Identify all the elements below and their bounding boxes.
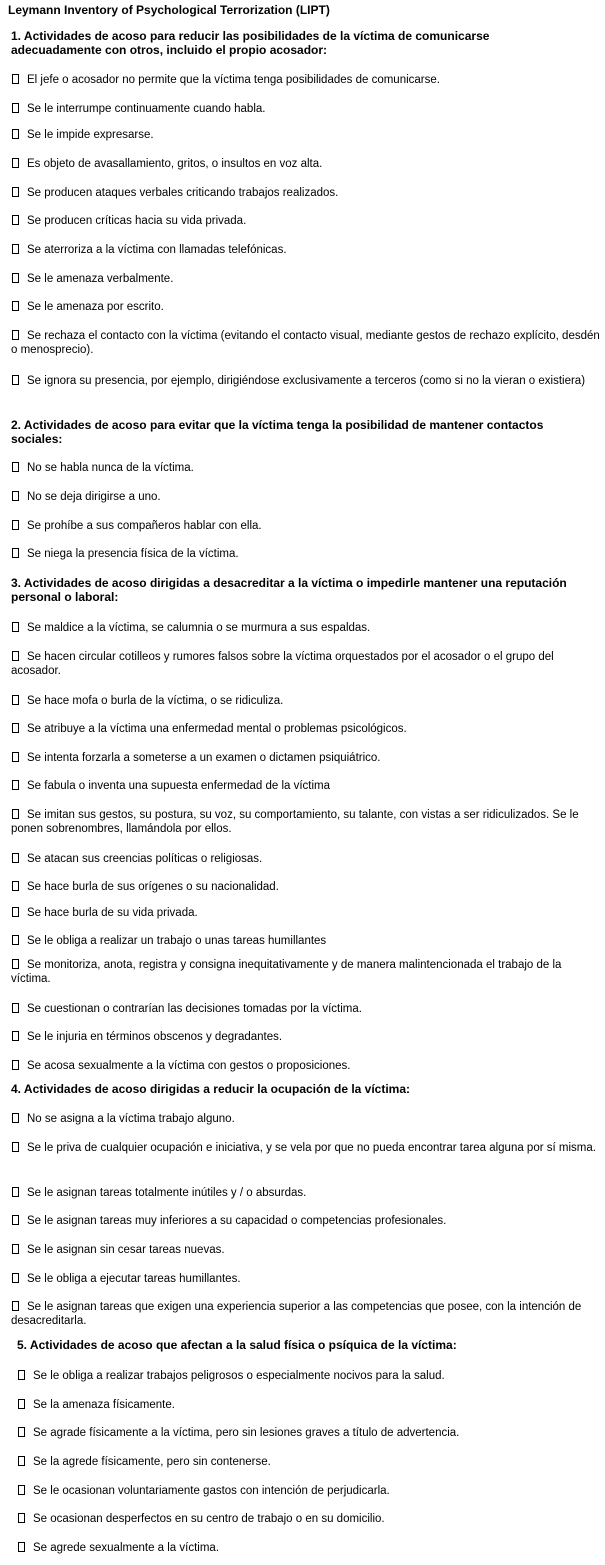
checkbox-glyph-icon <box>12 622 19 632</box>
section-heading: 4. Actividades de acoso dirigidas a reducir la ocupación de la víctima: <box>11 1082 411 1096</box>
list-item-text: Se le obliga a realizar trabajos peligrosos o especialmente nocivos para la salud. <box>33 1370 445 1382</box>
list-item <box>11 300 602 314</box>
list-item <box>11 621 602 635</box>
checkbox-glyph-icon <box>12 301 19 311</box>
list-item <box>11 1186 602 1200</box>
checkbox-glyph-icon <box>12 853 19 863</box>
checkbox-glyph-icon <box>12 1113 19 1123</box>
checkbox-glyph-icon <box>18 1542 25 1552</box>
list-item <box>11 958 602 986</box>
list-item-text: Se agrade físicamente a la víctima, pero sin lesiones graves a título de advertencia. <box>33 1427 460 1439</box>
list-item <box>17 1512 602 1526</box>
checkbox-glyph-icon <box>12 809 19 819</box>
checkbox-glyph-icon <box>12 129 19 139</box>
checkbox-glyph-icon <box>12 462 19 472</box>
list-item-text: Se agrede sexualmente a la víctima. <box>33 1542 220 1554</box>
list-item <box>17 1455 602 1469</box>
list-item <box>11 1112 602 1126</box>
list-item <box>11 880 602 894</box>
list-item <box>11 779 602 793</box>
checkbox-glyph-icon <box>18 1485 25 1495</box>
checkbox-glyph-icon <box>12 959 19 969</box>
list-item-text: Se monitoriza, anota, registra y consigna inequitativamente y de manera malintencionada el trabajo de la víctima. <box>11 959 562 985</box>
document-title: Leymann Inventory of Psychological Terrorization (LIPT) <box>8 3 330 17</box>
list-item-text: Se producen críticas hacia su vida privada. <box>27 215 247 227</box>
list-item <box>11 272 602 286</box>
list-item-text: Se hace mofa o burla de la víctima, o se ridiculiza. <box>27 695 284 707</box>
list-item <box>11 243 602 257</box>
checkbox-glyph-icon <box>18 1399 25 1409</box>
checkbox-glyph-icon <box>18 1427 25 1437</box>
checkbox-glyph-icon <box>12 375 19 385</box>
list-item <box>11 1214 602 1228</box>
list-item-text: Se le amenaza verbalmente. <box>27 273 174 285</box>
list-item-text: Se le priva de cualquier ocupación e iniciativa, y se vela por que no pueda encontrar tarea alguna por sí misma. <box>27 1142 596 1154</box>
checkbox-glyph-icon <box>12 244 19 254</box>
checkbox-glyph-icon <box>12 1301 19 1311</box>
list-item-text: Se maldice a la víctima, se calumnia o se murmura a sus espaldas. <box>27 622 371 634</box>
list-item-text: No se asigna a la víctima trabajo alguno. <box>27 1113 235 1125</box>
list-item-text: Se le injuria en términos obscenos y degradantes. <box>27 1031 283 1043</box>
checkbox-glyph-icon <box>12 520 19 530</box>
checkbox-glyph-icon <box>12 1060 19 1070</box>
section-heading: 1. Actividades de acoso para reducir las posibilidades de la víctima de comunicarse adecuadamente con otros, incluido el propio acosador: <box>11 29 490 57</box>
checkbox-glyph-icon <box>12 723 19 733</box>
list-item-text: Se ignora su presencia, por ejemplo, dirigiéndose exclusivamente a terceros (como si no la vieran o existiera) <box>27 375 586 387</box>
list-item <box>17 1484 602 1498</box>
list-item-text: Se le impide expresarse. <box>27 129 154 141</box>
list-item <box>11 186 602 200</box>
checkbox-glyph-icon <box>12 1215 19 1225</box>
list-item <box>11 751 602 765</box>
list-item-text: Se acosa sexualmente a la víctima con gestos o proposiciones. <box>27 1060 351 1072</box>
list-item <box>11 722 602 736</box>
list-item-text: Se la amenaza físicamente. <box>33 1399 175 1411</box>
list-item-text: Se le asignan tareas totalmente inútiles y / o absurdas. <box>27 1187 307 1199</box>
list-item <box>11 906 602 920</box>
list-item <box>11 852 602 866</box>
checkbox-glyph-icon <box>12 548 19 558</box>
checkbox-glyph-icon <box>12 1273 19 1283</box>
list-item <box>11 157 602 171</box>
checkbox-glyph-icon <box>12 780 19 790</box>
list-item <box>17 1426 602 1440</box>
list-item <box>11 102 602 116</box>
list-item-text: Se atribuye a la víctima una enfermedad mental o problemas psicológicos. <box>27 723 407 735</box>
list-item <box>11 934 602 948</box>
checkbox-glyph-icon <box>12 1244 19 1254</box>
checkbox-glyph-icon <box>12 907 19 917</box>
list-item-text: Se le obliga a ejecutar tareas humillantes. <box>27 1273 241 1285</box>
list-item <box>11 519 602 533</box>
list-item-text: Se fabula o inventa una supuesta enfermedad de la víctima <box>27 780 331 792</box>
list-item <box>11 547 602 561</box>
checkbox-glyph-icon <box>12 1031 19 1041</box>
checkbox-glyph-icon <box>12 1142 19 1152</box>
list-item <box>11 490 602 504</box>
list-item-text: Se le interrumpe continuamente cuando habla. <box>27 103 266 115</box>
list-item <box>11 1272 602 1286</box>
list-item <box>17 1398 602 1412</box>
section-heading: 5. Actividades de acoso que afectan a la salud física o psíquica de la víctima: <box>17 1338 457 1352</box>
list-item-text: Se la agrede físicamente, pero sin contenerse. <box>33 1456 271 1468</box>
list-item-text: El jefe o acosador no permite que la víctima tenga posibilidades de comunicarse. <box>27 74 440 86</box>
checkbox-glyph-icon <box>12 1187 19 1197</box>
list-item-text: Se le asignan tareas que exigen una experiencia superior a las competencias que posee, con la intención de desacreditarla. <box>11 1301 582 1327</box>
list-item <box>11 374 602 388</box>
list-item-text: Se rechaza el contacto con la víctima (evitando el contacto visual, mediante gestos de rechazo explícito, desdén o menosprecio). <box>11 330 600 356</box>
list-item-text: Se prohíbe a sus compañeros hablar con ella. <box>27 520 262 532</box>
checkbox-glyph-icon <box>12 1003 19 1013</box>
list-item <box>11 1002 602 1016</box>
checkbox-glyph-icon <box>12 330 19 340</box>
checkbox-glyph-icon <box>12 273 19 283</box>
list-item <box>17 1369 602 1383</box>
list-item-text: Se imitan sus gestos, su postura, su voz, su comportamiento, su talante, con vistas a ser ridiculizados. Se le ponen sobrenombres, llamándola por ellos. <box>11 809 579 835</box>
list-item <box>11 214 602 228</box>
list-item-text: Se hace burla de sus orígenes o su nacionalidad. <box>27 881 279 893</box>
list-item-text: No se habla nunca de la víctima. <box>27 462 194 474</box>
list-item <box>11 1243 602 1257</box>
list-item <box>11 1059 602 1073</box>
list-item-text: Se cuestionan o contrarían las decisiones tomadas por la víctima. <box>27 1003 362 1015</box>
list-item <box>11 808 602 836</box>
checkbox-glyph-icon <box>18 1370 25 1380</box>
list-item <box>17 1541 602 1555</box>
list-item-text: Se aterroriza a la víctima con llamadas telefónicas. <box>27 244 287 256</box>
list-item-text: Se le ocasionan voluntariamente gastos con intención de perjudicarla. <box>33 1485 390 1497</box>
checkbox-glyph-icon <box>12 935 19 945</box>
list-item <box>11 128 602 142</box>
checkbox-glyph-icon <box>12 491 19 501</box>
list-item-text: Se hace burla de su vida privada. <box>27 907 198 919</box>
list-item-text: Se niega la presencia física de la víctima. <box>27 548 239 560</box>
checkbox-glyph-icon <box>18 1456 25 1466</box>
list-item-text: Se intenta forzarla a someterse a un examen o dictamen psiquiátrico. <box>27 752 381 764</box>
checkbox-glyph-icon <box>12 215 19 225</box>
list-item <box>11 1300 602 1328</box>
list-item-text: Se hacen circular cotilleos y rumores falsos sobre la víctima orquestados por el acosador o el grupo del acosador. <box>11 651 554 677</box>
list-item-text: No se deja dirigirse a uno. <box>27 491 161 503</box>
list-item-text: Se le amenaza por escrito. <box>27 301 164 313</box>
checkbox-glyph-icon <box>12 74 19 84</box>
list-item-text: Es objeto de avasallamiento, gritos, o insultos en voz alta. <box>27 158 323 170</box>
list-item <box>11 329 602 357</box>
checkbox-glyph-icon <box>12 103 19 113</box>
checkbox-glyph-icon <box>18 1513 25 1523</box>
list-item-text: Se producen ataques verbales criticando trabajos realizados. <box>27 187 339 199</box>
list-item <box>11 73 602 87</box>
list-item-text: Se le asignan tareas muy inferiores a su capacidad o competencias profesionales. <box>27 1215 447 1227</box>
list-item <box>11 650 602 678</box>
list-item-text: Se le obliga a realizar un trabajo o unas tareas humillantes <box>27 935 327 947</box>
list-item <box>11 694 602 708</box>
checkbox-glyph-icon <box>12 752 19 762</box>
list-item <box>11 461 602 475</box>
section-heading: 3. Actividades de acoso dirigidas a desacreditar a la víctima o impedirle mantener una reputación personal o laboral: <box>11 576 567 604</box>
checkbox-glyph-icon <box>12 651 19 661</box>
checkbox-glyph-icon <box>12 158 19 168</box>
section-heading: 2. Actividades de acoso para evitar que la víctima tenga la posibilidad de mantener contactos sociales: <box>11 418 544 446</box>
checkbox-glyph-icon <box>12 187 19 197</box>
checkbox-glyph-icon <box>12 695 19 705</box>
list-item <box>11 1141 602 1155</box>
list-item-text: Se le asignan sin cesar tareas nuevas. <box>27 1244 225 1256</box>
list-item-text: Se ocasionan desperfectos en su centro de trabajo o en su domicilio. <box>33 1513 385 1525</box>
list-item-text: Se atacan sus creencias políticas o religiosas. <box>27 853 263 865</box>
checkbox-glyph-icon <box>12 881 19 891</box>
list-item <box>11 1030 602 1044</box>
